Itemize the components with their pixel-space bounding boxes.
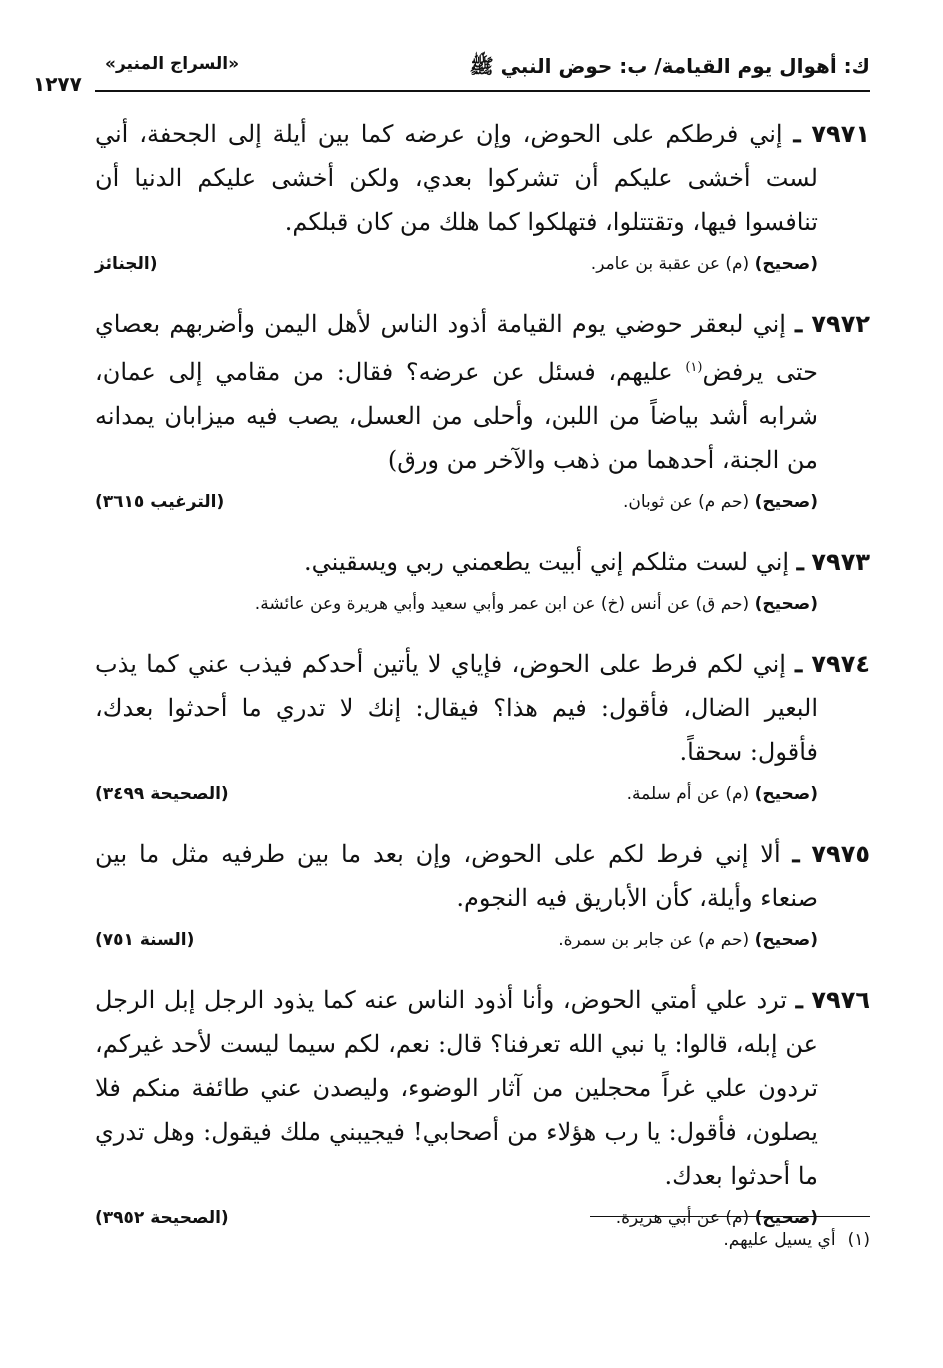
hadith-grade: (صحيح) (754, 594, 818, 614)
hadith-source (95, 780, 870, 814)
hadith-reference: (الصحيحة ٣٩٥٢) (95, 1208, 229, 1228)
hadith-number: ٧٩٧٤ (811, 650, 870, 678)
hadith-entry (95, 112, 870, 284)
hadith-body: إني لكم فرط على الحوض، فإياي لا يأتين أحدكم فيذب عني كما يذب البعير الضال، فأقول: فيم هذا؟ فيقال: إنك لا تدري ما أحدثوا بعدك، فأقول: سحقاً. (95, 650, 818, 766)
footnote-number: (١) (847, 1230, 870, 1250)
page-number: ١٢٧٧ (33, 72, 82, 96)
footnote-marker[interactable]: (١) (685, 360, 703, 375)
hadith-reference: (الجنائز (95, 254, 158, 274)
hadith-text: ٧٩٧٦ ـ ترد علي أمتي الحوض، وأنا أذود الناس عنه كما يذود الرجل إبل الرجل عن إبله، قالوا: يا نبي الله تعرفنا؟ قال: نعم، لكم سيما ليست لأحد غيركم، تردون علي غراً محجلين من آثار الوضوء، وليصدن عني طائفة منكم فلا يصلون، فأقول: يا رب هؤلاء من أصحابي! فيجيبني ملك فيقول: وهل تدري ما أحدثوا بعدك. (95, 985, 870, 1190)
hadith-entry (95, 540, 870, 624)
header-rule (95, 90, 870, 92)
hadith-entry (95, 302, 870, 522)
footnote (723, 1230, 870, 1250)
hadith-body: ألا إني فرط لكم على الحوض، وإن بعد ما بين طرفيه مثل ما بين صنعاء وأيلة، كأن الأباريق فيه النجوم. (95, 840, 818, 912)
hadith-number: ٧٩٧٥ (811, 840, 870, 868)
hadith-source (95, 250, 870, 284)
hadith-text: ٧٩٧٢ ـ إني لبعقر حوضي يوم القيامة أذود الناس لأهل اليمن وأضربهم بعصاي حتى يرفض$^{(١)}$ عليهم، فسئل عن عرضه؟ فقال: من مقامي إلى عمان، شرابه أشد بياضاً من اللبن، وأحلى من العسل، يصب فيه ميزابان يمدانه من الجنة، أحدهما من ذهب والآخر من ورق) (95, 309, 870, 474)
hadith-source (95, 926, 870, 960)
hadith-grade: (صحيح) (754, 784, 818, 804)
hadith-source (95, 488, 870, 522)
hadith-entry (95, 642, 870, 814)
hadith-text: ٧٩٧٥ ـ ألا إني فرط لكم على الحوض، وإن بعد ما بين طرفيه مثل ما بين صنعاء وأيلة، كأن الأباريق فيه النجوم. (95, 839, 870, 912)
hadith-reference: (الصحيحة ٣٤٩٩) (95, 784, 229, 804)
hadith-number: ٧٩٧٦ (811, 986, 870, 1014)
hadith-text: ٧٩٧٤ ـ إني لكم فرط على الحوض، فإياي لا يأتين أحدكم فيذب عني كما يذب البعير الضال، فأقول: فيم هذا؟ فيقال: إنك لا تدري ما أحدثوا بعدك، فأقول: سحقاً. (95, 649, 870, 766)
page (33, 48, 870, 1338)
hadith-narrator: (حم ق) عن أنس (خ) عن ابن عمر وأبي سعيد وأبي هريرة وعن عائشة. (254, 594, 750, 614)
hadith-narrator: (حم م) عن جابر بن سمرة. (558, 930, 750, 950)
hadith-body: إني لبعقر حوضي يوم القيامة أذود الناس لأهل اليمن وأضربهم بعصاي حتى يرفض (95, 310, 818, 386)
hadith-grade: (صحيح) (754, 1208, 818, 1228)
hadith-entry (95, 832, 870, 960)
hadith-text: ٧٩٧١ ـ إني فرطكم على الحوض، وإن عرضه كما بين أيلة إلى الجحفة، أني لست أخشى عليكم أن تشركوا بعدي، ولكن أخشى عليكم الدنيا أن تنافسوا فيها، وتقتتلوا، فتهلكوا كما هلك من كان قبلكم. (95, 119, 870, 236)
hadith-source (95, 590, 870, 624)
hadith-narrator: (م) عن عقبة بن عامر. (590, 254, 750, 274)
hadith-body: إني لست مثلكم إني أبيت يطعمني ربي ويسقيني. (303, 548, 790, 576)
hadith-number: ٧٩٧١ (811, 120, 870, 148)
hadith-narrator: (م) عن أم سلمة. (626, 784, 750, 804)
chapter-title: ك: أهوال يوم القيامة/ ب: حوض النبي ﷺ (469, 54, 870, 78)
footnote-rule (590, 1216, 870, 1217)
hadith-number: ٧٩٧٣ (811, 548, 870, 576)
footnote-text: أي يسيل عليهم. (723, 1230, 836, 1250)
hadith-text: ٧٩٧٣ ـ إني لست مثلكم إني أبيت يطعمني ربي ويسقيني. (303, 547, 870, 576)
running-header (33, 48, 870, 96)
book-title: «السراج المنير» (105, 54, 240, 74)
hadith-grade: (صحيح) (754, 492, 818, 512)
hadith-grade: (صحيح) (754, 254, 818, 274)
hadith-body: إني فرطكم على الحوض، وإن عرضه كما بين أيلة إلى الجحفة، أني لست أخشى عليكم أن تشركوا بعدي، ولكن أخشى عليكم الدنيا أن تنافسوا فيها، وتقتتلوا، فتهلكوا كما هلك من كان قبلكم. (95, 120, 818, 236)
hadith-number: ٧٩٧٢ (811, 310, 870, 338)
hadith-body-continued: عليهم، فسئل عن عرضه؟ فقال: من مقامي إلى عمان، شرابه أشد بياضاً من اللبن، وأحلى من العسل، يصب فيه ميزابان يمدانه من الجنة، أحدهما من ذهب والآخر من ورق) (95, 358, 818, 474)
hadith-grade: (صحيح) (754, 930, 818, 950)
hadith-reference: (السنة ٧٥١) (95, 930, 195, 950)
hadith-body: ترد علي أمتي الحوض، وأنا أذود الناس عنه كما يذود الرجل إبل الرجل عن إبله، قالوا: يا نبي الله تعرفنا؟ قال: نعم، لكم سيما ليست لأحد غيركم، تردون علي غراً محجلين من آثار الوضوء، وليصدن عني طائفة منكم فلا يصلون، فأقول: يا رب هؤلاء من أصحابي! فيجيبني ملك فيقول: وهل تدري ما أحدثوا بعدك. (95, 986, 819, 1190)
hadith-narrator: (م) عن أبي هريرة. (615, 1208, 750, 1228)
hadith-entry (95, 978, 870, 1238)
hadith-reference: (الترغيب ٣٦١٥) (95, 492, 225, 512)
hadith-narrator: (حم م) عن ثوبان. (622, 492, 750, 512)
